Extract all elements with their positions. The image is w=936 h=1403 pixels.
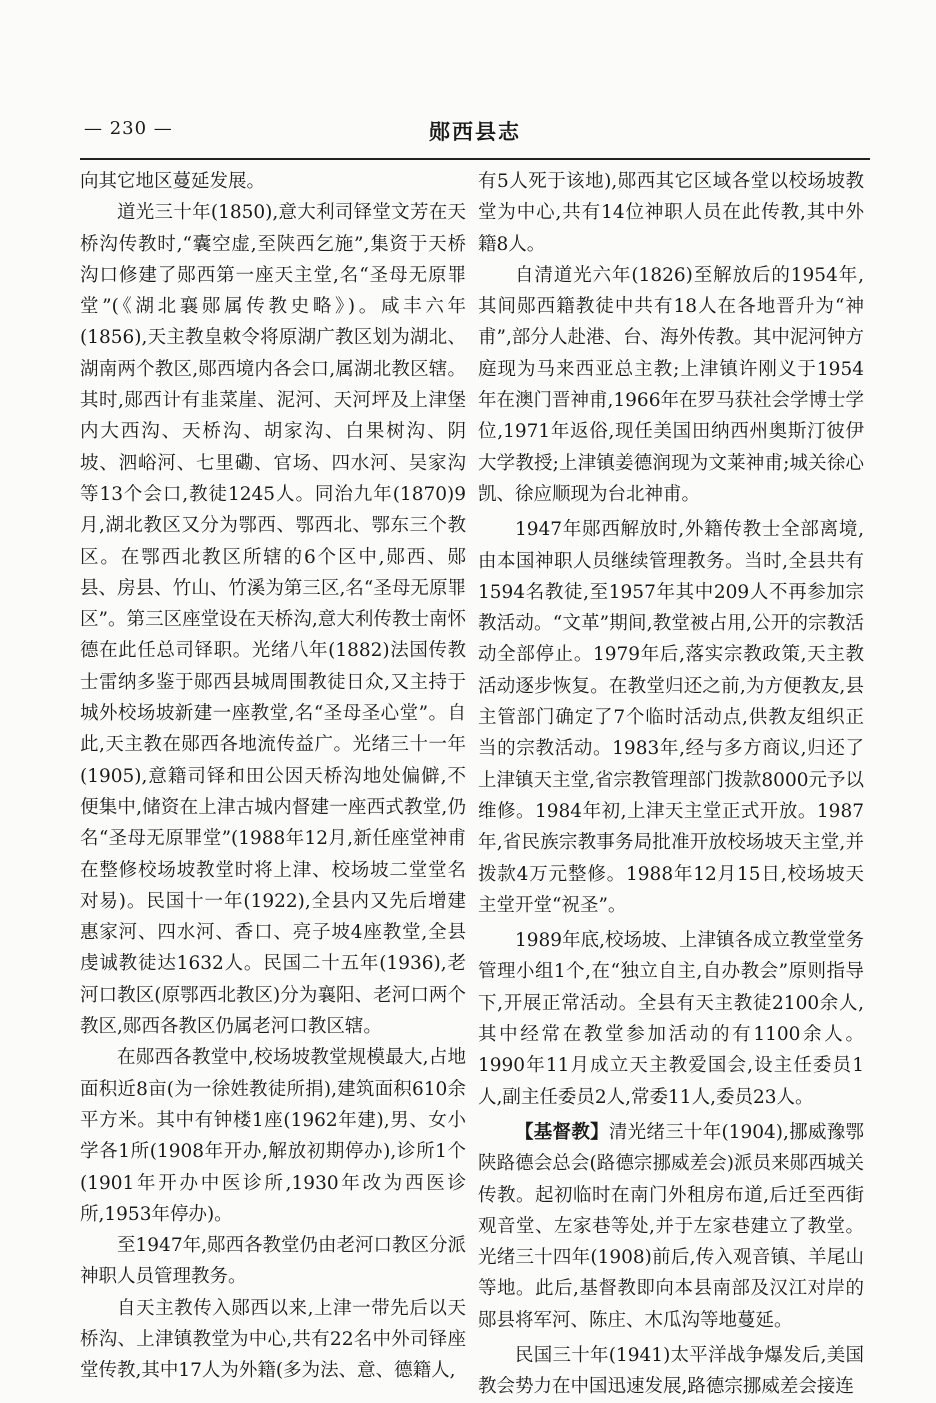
paragraph <box>478 1117 864 1336</box>
paragraph <box>478 925 864 1113</box>
paragraph <box>478 166 864 260</box>
paragraph-text: 民国三十年(1941)太平洋战争爆发后,美国教会势力在中国迅速发展,路德宗挪威差会接连 <box>478 1344 864 1398</box>
page-header <box>84 116 866 156</box>
section-heading: 【基督教】 <box>515 1121 609 1143</box>
right-column <box>478 166 864 1403</box>
paragraph-text: 向其它地区蔓延发展。 <box>80 171 266 192</box>
paragraph <box>80 166 466 197</box>
paragraph-text: 1947年郧西解放时,外籍传教士全部离境,由本国神职人员继续管理教务。当时,全县共有1594名教徒,至1957年其中209人不再参加宗教活动。“文革”期间,教堂被占用,公开的宗教活动全部停止。1979年后,落实宗教政策,天主教活动逐步恢复。在教堂归还之前,为方便教友,县主管部门确定了7个临时活动点,供教友组织正当的宗教活动。1983年,经与多方商议,归还了上津镇天主堂,省宗教管理部门拨款8000元予以维修。1984年初,上津天主堂正式开放。1987年,省民族宗教事务局批准开放校场坡天主堂,并拨款4万元整修。1988年12月15日,校场坡天主堂开堂“祝圣”。 <box>478 519 864 916</box>
paragraph <box>478 260 864 510</box>
paragraph <box>478 514 864 921</box>
paragraph-text: 清光绪三十年(1904),挪威豫鄂陕路德会总会(路德宗挪威差会)派员来郧西城关传教。起初临时在南门外租房布道,后迁至西街观音堂、左家巷等处,并于左家巷建立了教堂。光绪三十四年(1908)前后,传入观音镇、羊尾山等地。此后,基督教即向本县南部及汉江对岸的郧县将军河、陈庄、木瓜沟等地蔓延。 <box>478 1121 864 1331</box>
paragraph-text: 至1947年,郧西各教堂仍由老河口教区分派神职人员管理教务。 <box>80 1235 466 1288</box>
paragraph-text: 1989年底,校场坡、上津镇各成立教堂堂务管理小组1个,在“独立自主,自办教会”原则指导下,开展正常活动。全县有天主教徒2100余人,其中经常在教堂参加活动的有1100余人。1990年11月成立天主教爱国会,设主任委员1人,副主任委员2人,常委11人,委员23人。 <box>478 930 864 1108</box>
paragraph-text: 在郧西各教堂中,校场坡教堂规模最大,占地面积近8亩(为一徐姓教徒所捐),建筑面积610余平方米。其中有钟楼1座(1962年建),男、女小学各1所(1908年开办,解放初期停办),诊所1个(1901年开办中医诊所,1930年改为西医诊所,1953年停办)。 <box>80 1047 466 1225</box>
paragraph <box>80 197 466 1042</box>
header-rule <box>80 158 870 160</box>
left-column <box>80 166 466 1387</box>
paragraph-text: 道光三十年(1850),意大利司铎堂文芳在天桥沟传教时,“囊空虚,至陕西乞施”,集资于天桥沟口修建了郧西第一座天主堂,名“圣母无原罪堂”(《湖北襄郧属传教史略》)。咸丰六年(1856),天主教皇敕令将原湖广教区划为湖北、湖南两个教区,郧西境内各会口,属湖北教区辖。其时,郧西计有韭菜崖、泥河、天河坪及上津堡内大西沟、天桥沟、胡家沟、白果树沟、阴坡、泗峪河、七里磡、官场、四水河、吴家沟等13个会口,教徒1245人。同治九年(1870)9月,湖北教区又分为鄂西、鄂西北、鄂东三个教区。在鄂西北教区所辖的6个区中,郧西、郧县、房县、竹山、竹溪为第三区,名“圣母无原罪区”。第三区座堂设在天桥沟,意大利传教士南怀德在此任总司铎职。光绪八年(1882)法国传教士雷纳多鉴于郧西县城周围教徒日众,又主持于城外校场坡新建一座教堂,名“圣母圣心堂”。自此,天主教在郧西各地流传益广。光绪三十一年(1905),意籍司铎和田公因天桥沟地处偏僻,不便集中,储资在上津古城内督建一座西式教堂,仍名“圣母无原罪堂”(1988年12月,新任座堂神甫在整修校场坡教堂时将上津、校场坡二堂堂名对易)。民国十一年(1922),全县内又先后增建惠家河、四水河、香口、亮子坡4座教堂,全县虔诚教徒达1632人。民国二十五年(1936),老河口教区(原鄂西北教区)分为襄阳、老河口两个教区,郧西各教区仍属老河口教区辖。 <box>80 202 466 1038</box>
paragraph-text: 自天主教传入郧西以来,上津一带先后以天桥沟、上津镇教堂为中心,共有22名中外司铎座堂传教,其中17人为外籍(多为法、意、德籍人, <box>80 1297 466 1382</box>
paragraph-text: 自清道光六年(1826)至解放后的1954年,其间郧西籍教徒中共有18人在各地晋升为“神甫”,部分人赴港、台、海外传教。其中泥河钟方庭现为马来西亚总主教;上津镇许刚义于1954年在澳门晋神甫,1966年在罗马获社会学博士学位,1971年返俗,现任美国田纳西州奥斯汀彼伊大学教授;上津镇姜德润现为文莱神甫;城关徐心凯、徐应顺现为台北神甫。 <box>478 264 864 505</box>
paragraph <box>80 1293 466 1387</box>
paragraph-text: 有5人死于该地),郧西其它区域各堂以校场坡教堂为中心,共有14位神职人员在此传教,其中外籍8人。 <box>478 171 864 255</box>
page-number: — 230 — <box>84 118 173 139</box>
running-title: 郧西县志 <box>429 119 521 144</box>
paragraph <box>80 1042 466 1230</box>
paragraph <box>80 1230 466 1293</box>
paragraph <box>478 1340 864 1403</box>
